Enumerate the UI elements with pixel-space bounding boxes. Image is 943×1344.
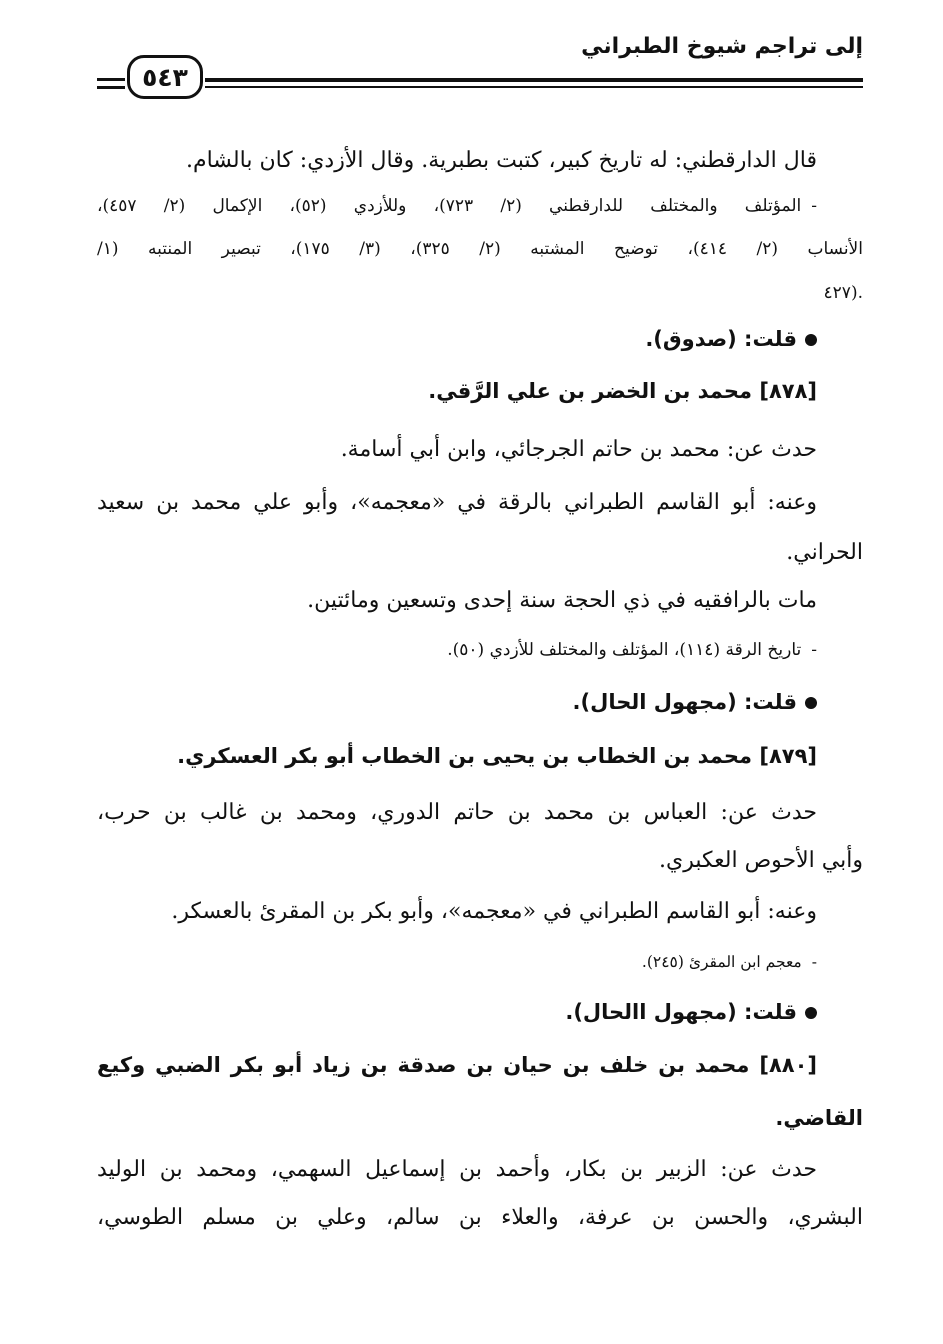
page-number: ٥٤٣ — [142, 62, 188, 92]
header-dash-lower — [97, 86, 125, 89]
reference-line: ٤٢٧). — [823, 283, 863, 303]
bullet-icon — [805, 697, 817, 709]
paragraph-line: البشري، والحسن بن عرفة، والعلاء بن سالم، وعلي بن مسلم الطوسي، — [97, 1205, 863, 1230]
entry-heading: [٨٨٠] محمد بن خلف بن حيان بن صدقة بن زياد أبو بكر الضبي وكيع — [97, 1053, 817, 1077]
paragraph-line: وأبي الأحوص العكبري. — [659, 848, 863, 873]
paragraph-line: حدث عن: الزبير بن بكار، وأحمد بن إسماعيل السهمي، ومحمد بن الوليد — [97, 1157, 817, 1182]
verdict-line: قلت: (مجهول االحال). — [565, 1000, 817, 1025]
paragraph-line: وعنه: أبو القاسم الطبراني بالرقة في «معجمه»، وأبو علي محمد بن سعيد — [97, 490, 817, 515]
entry-heading: [٨٧٨] محمد بن الخضر بن علي الرَّقي. — [428, 379, 817, 403]
page-number-badge — [127, 55, 203, 99]
bullet-icon — [805, 1007, 817, 1019]
entry-heading-continuation: القاضي. — [775, 1106, 863, 1130]
reference-line: -تاريخ الرقة (١١٤)، المؤتلف والمختلف للأزدي (٥٠). — [447, 640, 817, 660]
reference-line: -معجم ابن المقرئ (٢٤٥). — [641, 953, 817, 971]
running-title: إلى تراجم شيوخ الطبراني — [581, 34, 863, 59]
paragraph-line: الحراني. — [786, 540, 863, 565]
header-dash-upper — [97, 78, 125, 81]
reference-line: -المؤتلف والمختلف للدارقطني (٢/ ٧٢٣)، وللأزدي (٥٢)، الإكمال (٢/ ٤٥٧)، — [97, 196, 817, 216]
paragraph-line: وعنه: أبو القاسم الطبراني في «معجمه»، وأبو بكر بن المقرئ بالعسكر. — [171, 899, 817, 924]
paragraph-line: مات بالرافقيه في ذي الحجة سنة إحدى وتسعين ومائتين. — [307, 588, 817, 613]
header-rule-thin — [205, 86, 863, 88]
verdict-line: قلت: (صدوق). — [645, 327, 817, 352]
reference-line: الأنساب (٢/ ٤١٤)، توضيح المشتبه (٢/ ٣٢٥)، (٣/ ١٧٥)، تبصير المنتبه (١/ — [97, 239, 863, 259]
bullet-icon — [805, 334, 817, 346]
paragraph-line: حدث عن: العباس بن محمد بن حاتم الدوري، ومحمد بن غالب بن حرب، — [97, 800, 817, 825]
entry-heading: [٨٧٩] محمد بن الخطاب بن يحيى بن الخطاب أبو بكر العسكري. — [177, 744, 817, 768]
header-rule-thick — [205, 78, 863, 82]
paragraph-line: حدث عن: محمد بن حاتم الجرجائي، وابن أبي أسامة. — [340, 437, 817, 462]
paragraph-line: قال الدارقطني: له تاريخ كبير، كتبت بطبرية. وقال الأزدي: كان بالشام. — [185, 148, 817, 173]
verdict-line: قلت: (مجهول الحال). — [573, 690, 817, 715]
